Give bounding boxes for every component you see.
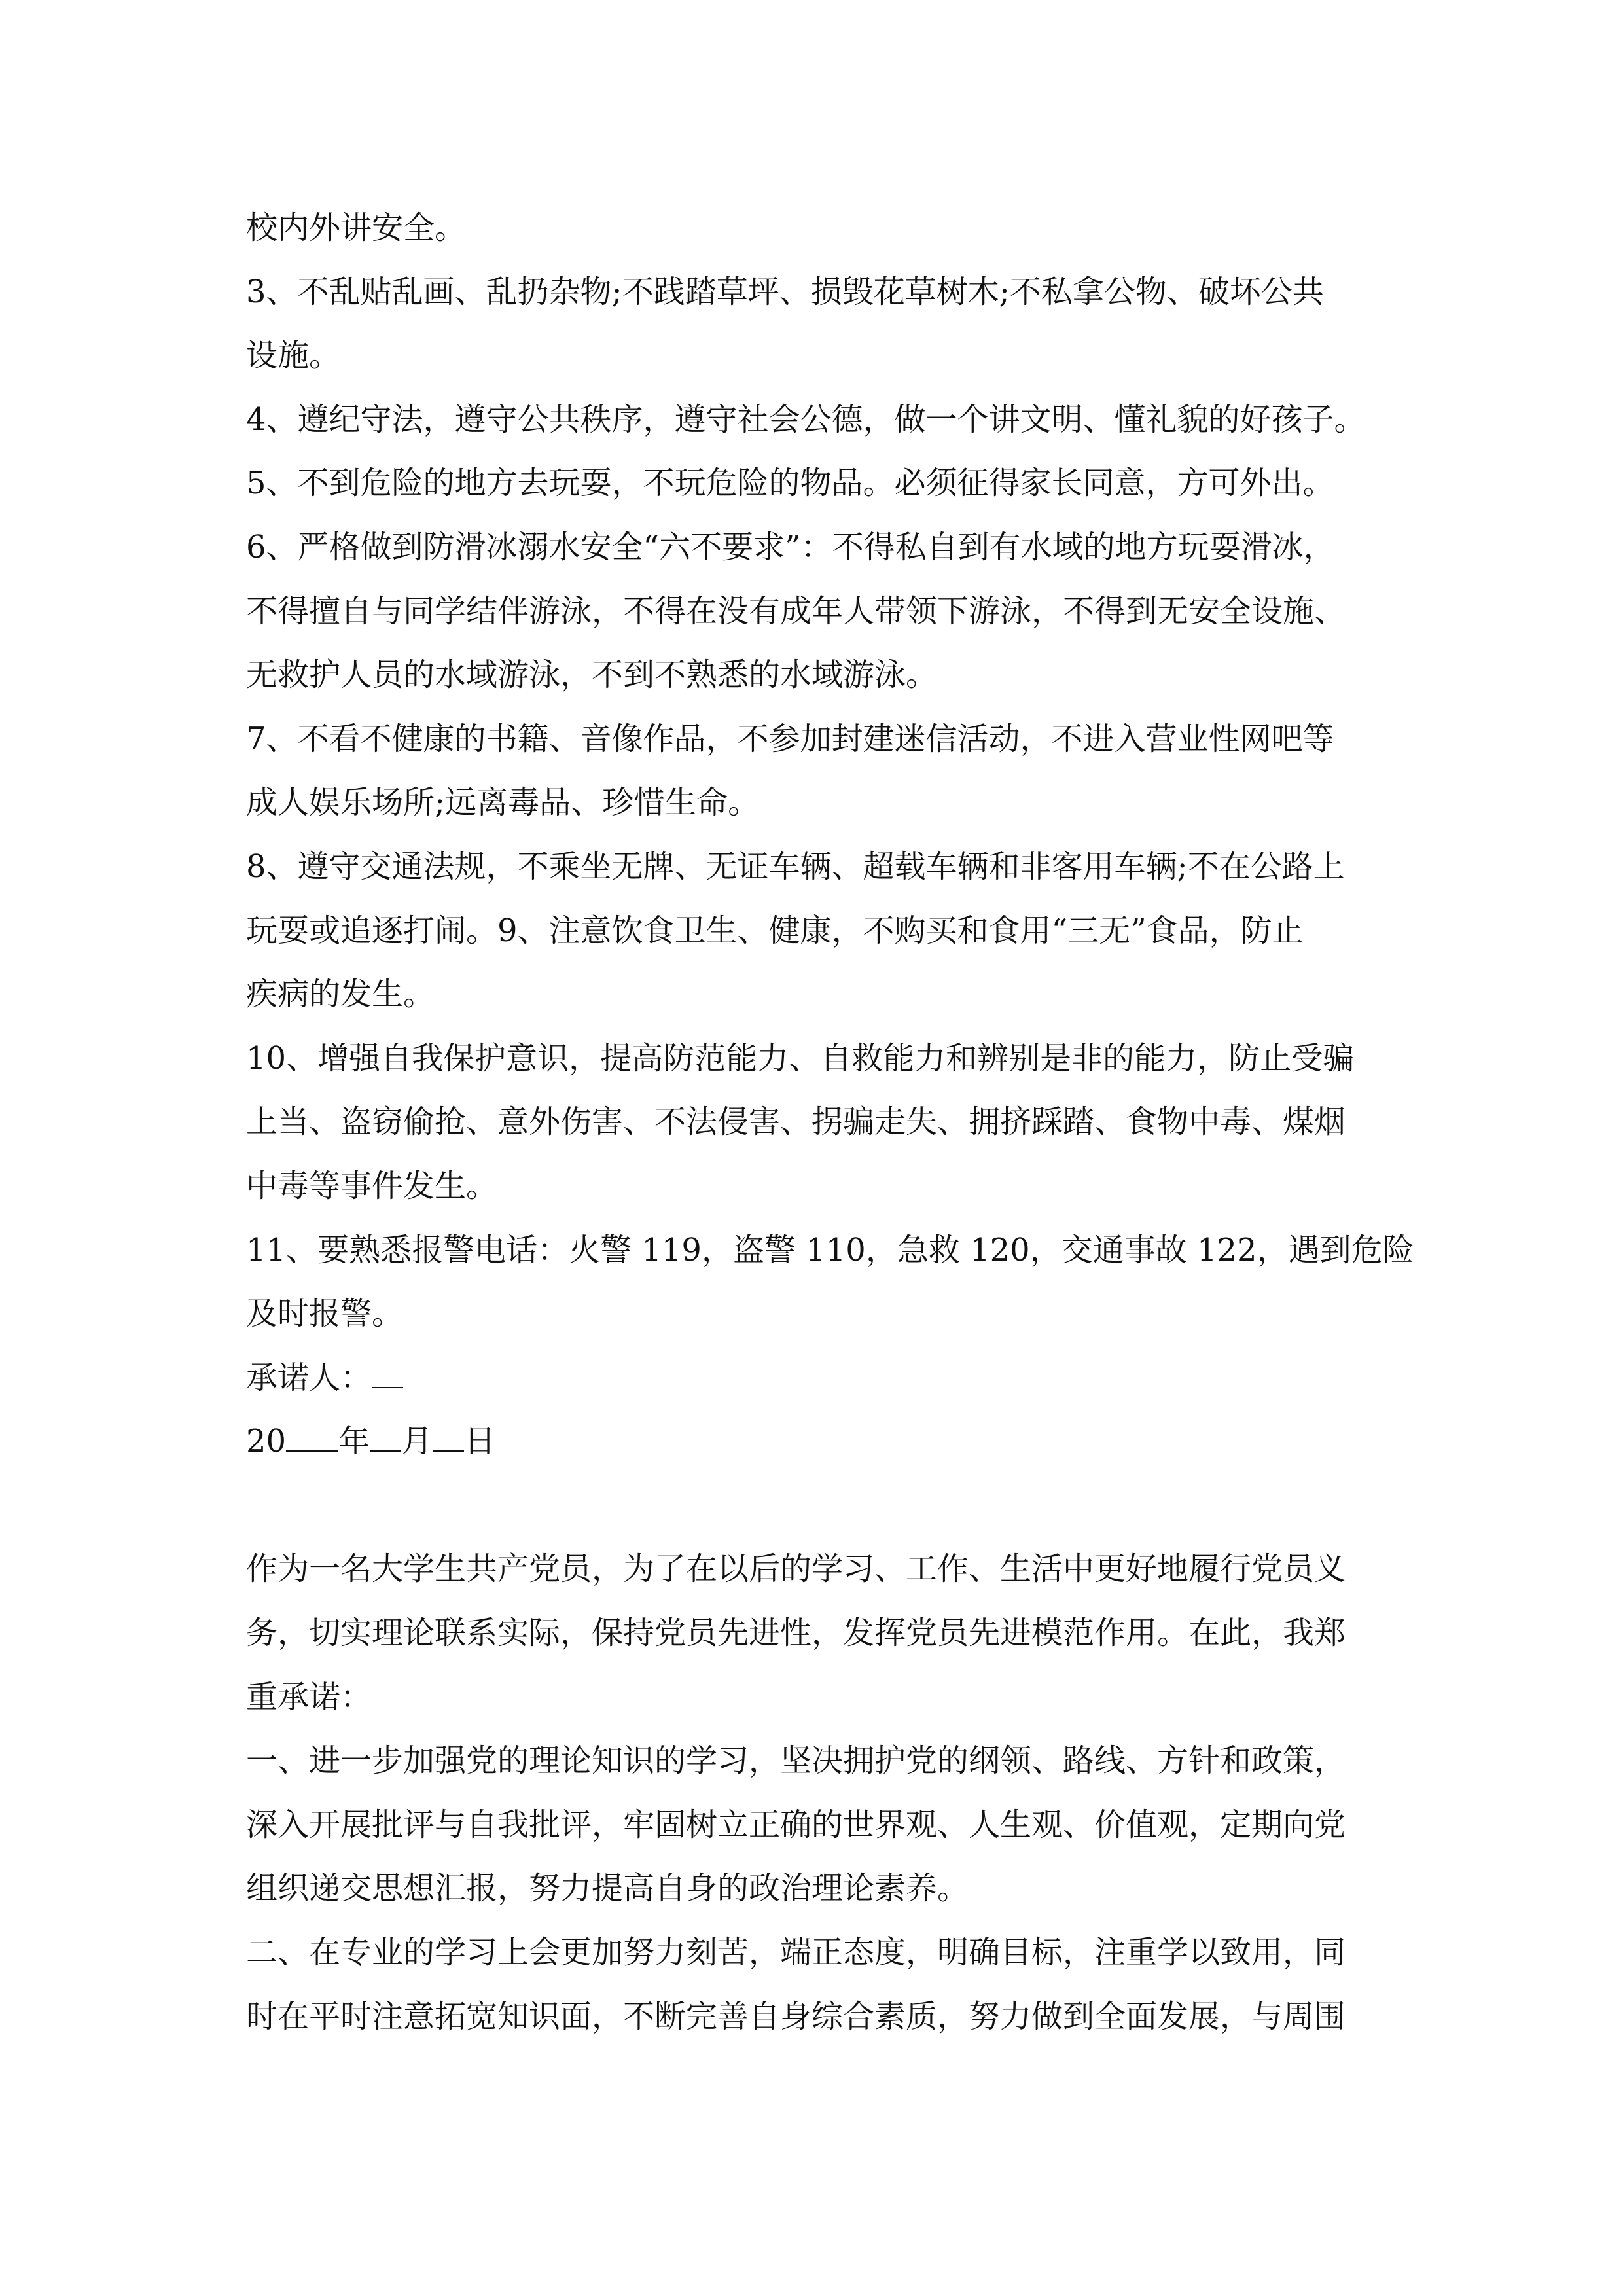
- text-line: 组织递交思想汇报，努力提高自身的政治理论素养。: [246, 1870, 969, 1907]
- text-line: 成人娱乐场所;远离毒品、珍惜生命。: [246, 784, 760, 821]
- text-line: 11、要熟悉报警电话：火警 119，盗警 110，急救 120，交通事故 122，遇到危险: [246, 1231, 1414, 1268]
- signature-label: 承诺人：: [246, 1359, 372, 1396]
- text-line: 二、在专业的学习上会更加努力刻苦，端正态度，明确目标，注重学以致用，同: [246, 1934, 1346, 1971]
- date-year-label: 年: [338, 1423, 370, 1460]
- day-blank: [433, 1422, 464, 1452]
- signature-blank: [372, 1358, 403, 1388]
- text-line: 疾病的发生。: [246, 976, 435, 1013]
- text-line: 7、不看不健康的书籍、音像作品，不参加封建迷信活动，不进入营业性网吧等: [246, 720, 1334, 757]
- date-month-label: 月: [401, 1423, 433, 1460]
- text-line: 一、进一步加强党的理论知识的学习，坚决拥护党的纲领、路线、方针和政策，: [246, 1742, 1346, 1780]
- text-line: 务，切实理论联系实际，保持党员先进性，发挥党员先进模范作用。在此，我郑: [246, 1615, 1346, 1652]
- year-blank: [286, 1422, 338, 1452]
- text-line: 5、不到危险的地方去玩耍，不玩危险的物品。必须征得家长同意，方可外出。: [246, 465, 1334, 502]
- text-line: 6、严格做到防滑冰溺水安全“六不要求”：不得私自到有水域的地方玩耍滑冰，: [246, 528, 1335, 565]
- text-line: 时在平时注意拓宽知识面，不断完善自身综合素质，努力做到全面发展，与周围: [246, 1998, 1346, 2035]
- text-line: 重承诺：: [246, 1678, 372, 1715]
- date-line: [246, 1410, 1398, 1474]
- text-line: 校内外讲安全。: [246, 209, 467, 246]
- text-line: 8、遵守交通法规，不乘坐无牌、无证车辆、超载车辆和非客用车辆;不在公路上: [246, 848, 1345, 885]
- date-day-label: 日: [464, 1423, 496, 1460]
- text-line: 3、不乱贴乱画、乱扔杂物;不践踏草坪、损毁花草树木;不私拿公物、破坏公共: [246, 273, 1324, 310]
- text-line: 玩耍或追逐打闹。9、注意饮食卫生、健康，不购买和食用“三无”食品，防止: [246, 912, 1304, 949]
- date-prefix: 20: [246, 1423, 287, 1460]
- text-line: 无救护人员的水域游泳，不到不熟悉的水域游泳。: [246, 656, 938, 694]
- month-blank: [370, 1422, 401, 1452]
- text-line: 深入开展批评与自我批评，牢固树立正确的世界观、人生观、价值观，定期向党: [246, 1806, 1346, 1843]
- text-line: 4、遵纪守法，遵守公共秩序，遵守社会公德，做一个讲文明、懂礼貌的好孩子。: [246, 401, 1366, 438]
- text-line: 设施。: [246, 337, 341, 374]
- text-line: 中毒等事件发生。: [246, 1167, 498, 1204]
- text-line: 上当、盗窃偷抢、意外伤害、不法侵害、拐骗走失、拥挤踩踏、食物中毒、煤烟: [246, 1103, 1346, 1141]
- document-body: [246, 196, 1414, 2049]
- text-line: 作为一名大学生共产党员，为了在以后的学习、工作、生活中更好地履行党员义: [246, 1551, 1346, 1588]
- text-line: 不得擅自与同学结伴游泳，不得在没有成年人带领下游泳，不得到无安全设施、: [246, 592, 1346, 630]
- text-line: 及时报警。: [246, 1295, 404, 1333]
- section-gap: [246, 1474, 1398, 1538]
- text-line: 10、增强自我保护意识，提高防范能力、自救能力和辨别是非的能力，防止受骗: [246, 1039, 1355, 1077]
- signature-line: [246, 1346, 1398, 1410]
